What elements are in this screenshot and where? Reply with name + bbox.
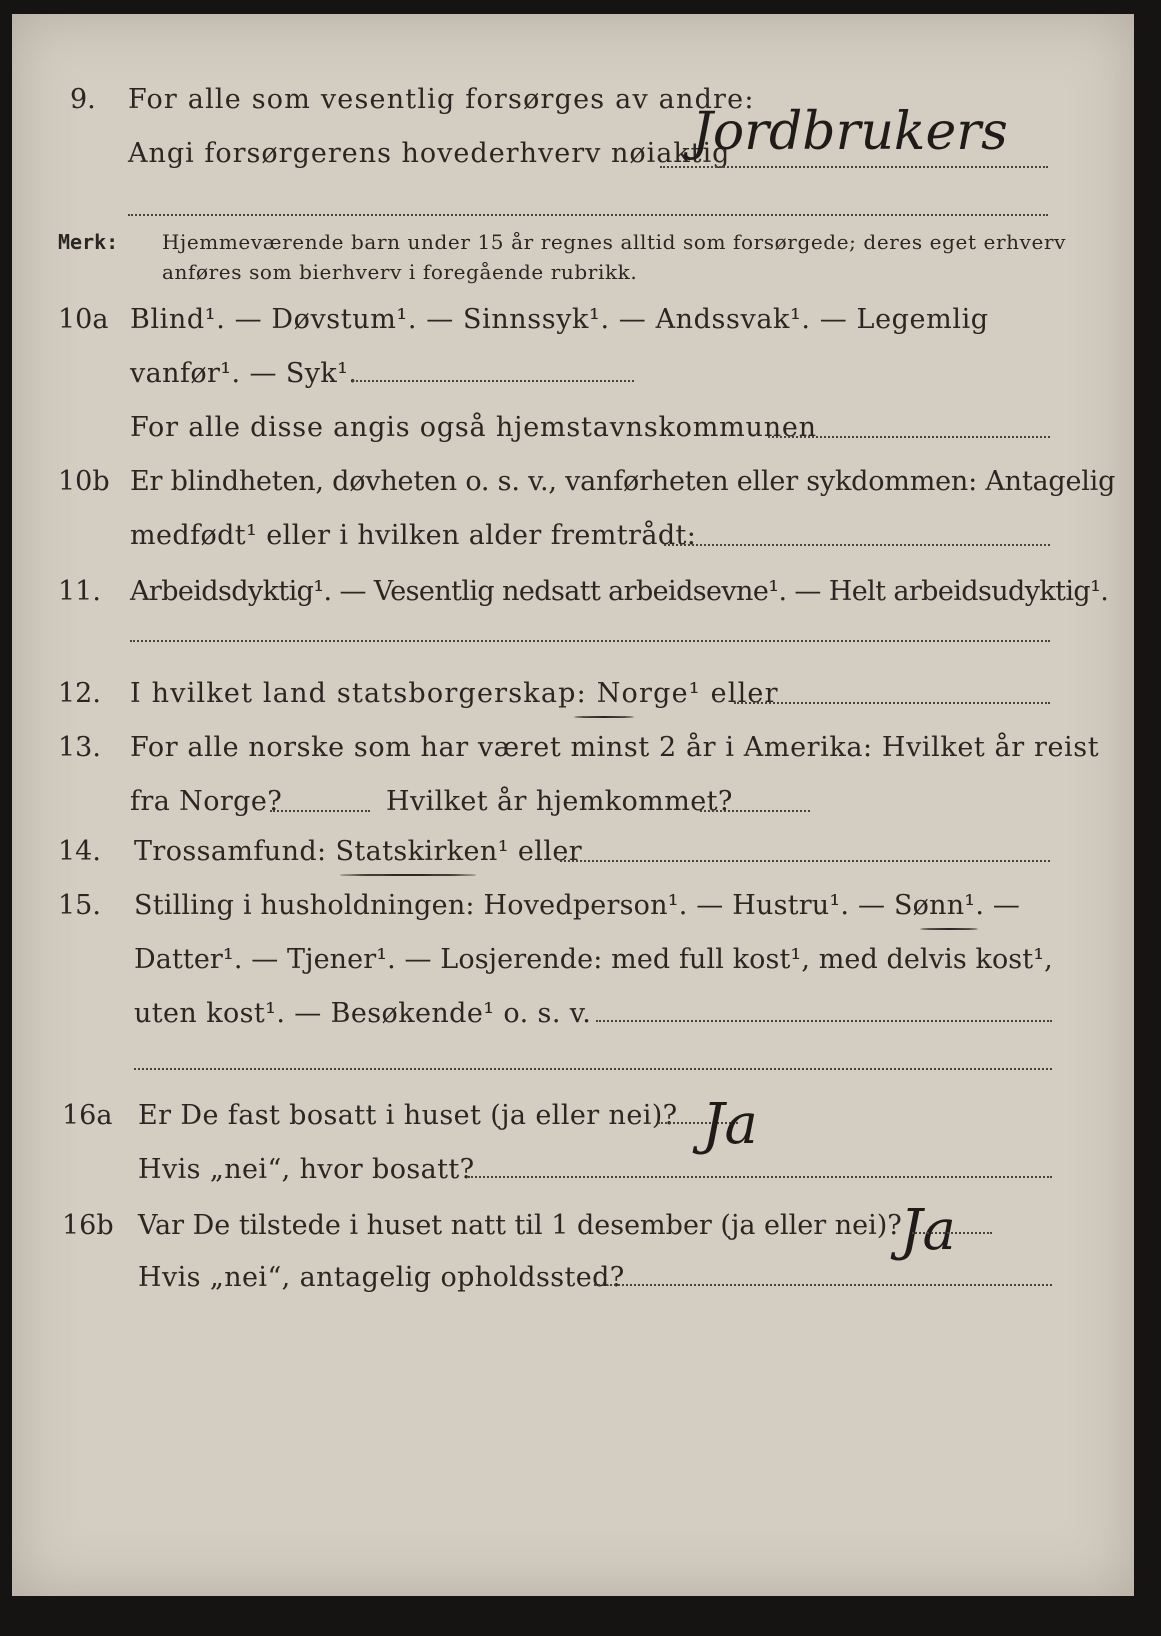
q11-number: 11. [58, 576, 101, 607]
q16a-handwritten-answer: Ja [702, 1092, 758, 1157]
q16b-number: 16b [62, 1210, 114, 1241]
q11-answer-line [130, 640, 1050, 642]
q16b-line1: Var De tilstede i huset natt til 1 desember (ja eller nei)? [138, 1210, 902, 1241]
q10b-line2: medfødt¹ eller i hvilken alder fremtrådt: [130, 520, 697, 551]
q12-answer-line [734, 702, 1050, 704]
q16b-opholdssted-line [594, 1284, 1052, 1286]
merk-line1: Hjemmeværende barn under 15 år regnes alltid som forsørgede; deres eget erhverv [162, 230, 1067, 254]
q10b-answer-line [664, 544, 1050, 546]
q12-number: 12. [58, 678, 101, 709]
q16b-line2: Hvis „nei“, antagelig opholdssted? [138, 1262, 625, 1293]
q13-number: 13. [58, 732, 101, 763]
q15-line1: Stilling i husholdningen: Hovedperson¹. — Hustru¹. — Sønn¹. — [134, 890, 1021, 921]
q10b-number: 10b [58, 466, 110, 497]
q15-line3: uten kost¹. — Besøkende¹ o. s. v. [134, 998, 592, 1029]
q15-line2: Datter¹. — Tjener¹. — Losjerende: med full kost¹, med delvis kost¹, [134, 944, 1053, 975]
q10a-kommune-line [768, 436, 1050, 438]
q11-line1: Arbeidsdyktig¹. — Vesentlig nedsatt arbeidsevne¹. — Helt arbeidsudyktig¹. [130, 576, 1109, 607]
q15-number: 15. [58, 890, 101, 921]
q16b-answer-line [912, 1232, 992, 1234]
q9-number: 9. [70, 84, 96, 115]
q12-line1: I hvilket land statsborgerskap: Norge¹ eller [130, 678, 779, 709]
q9-extra-line [128, 214, 1048, 216]
q13-line1: For alle norske som har været minst 2 år i Amerika: Hvilket år reist [130, 732, 1100, 763]
q15-sonn-underline [920, 928, 978, 930]
merk-label: Merk: [58, 230, 119, 254]
q16b-handwritten-answer: Ja [900, 1198, 956, 1263]
q9-line1: For alle som vesentlig forsørges av andre: [128, 84, 755, 115]
census-form-page [12, 14, 1134, 1596]
q14-answer-line [560, 860, 1050, 862]
q10a-number: 10a [58, 304, 109, 335]
q10a-line3: For alle disse angis også hjemstavnskommunen [130, 412, 817, 443]
q14-statskirken-underline [340, 874, 476, 876]
q16a-bosatt-line [468, 1176, 1052, 1178]
q13-line2b: Hvilket år hjemkommet? [386, 786, 733, 817]
q10a-syk-line [352, 380, 634, 382]
q16a-line2: Hvis „nei“, hvor bosatt? [138, 1154, 475, 1185]
q13-reist-line [270, 810, 370, 812]
merk-line2: anføres som bierhverv i foregående rubrikk. [162, 260, 638, 284]
q13-line2a: fra Norge? [130, 786, 283, 817]
q16a-line1: Er De fast bosatt i huset (ja eller nei)? [138, 1100, 678, 1131]
q10a-line1: Blind¹. — Døvstum¹. — Sinnssyk¹. — Andssvak¹. — Legemlig [130, 304, 989, 335]
q14-number: 14. [58, 836, 101, 867]
q9-line2: Angi forsørgerens hovederhverv nøiaktig [128, 138, 731, 169]
q15-extra-line [134, 1068, 1052, 1070]
q10b-line1: Er blindheten, døvheten o. s. v., vanførheten eller sykdommen: Antagelig [130, 466, 1116, 497]
q16a-number: 16a [62, 1100, 113, 1131]
q10a-line2: vanfør¹. — Syk¹. [130, 358, 358, 389]
q12-norge-underline [574, 716, 634, 718]
q9-handwritten-answer: Jordbrukers [692, 102, 1008, 162]
q15-answer-line [596, 1020, 1052, 1022]
q13-hjemkommet-line [700, 810, 810, 812]
q14-line1: Trossamfund: Statskirken¹ eller [134, 836, 583, 867]
q9-answer-line [660, 166, 1048, 168]
